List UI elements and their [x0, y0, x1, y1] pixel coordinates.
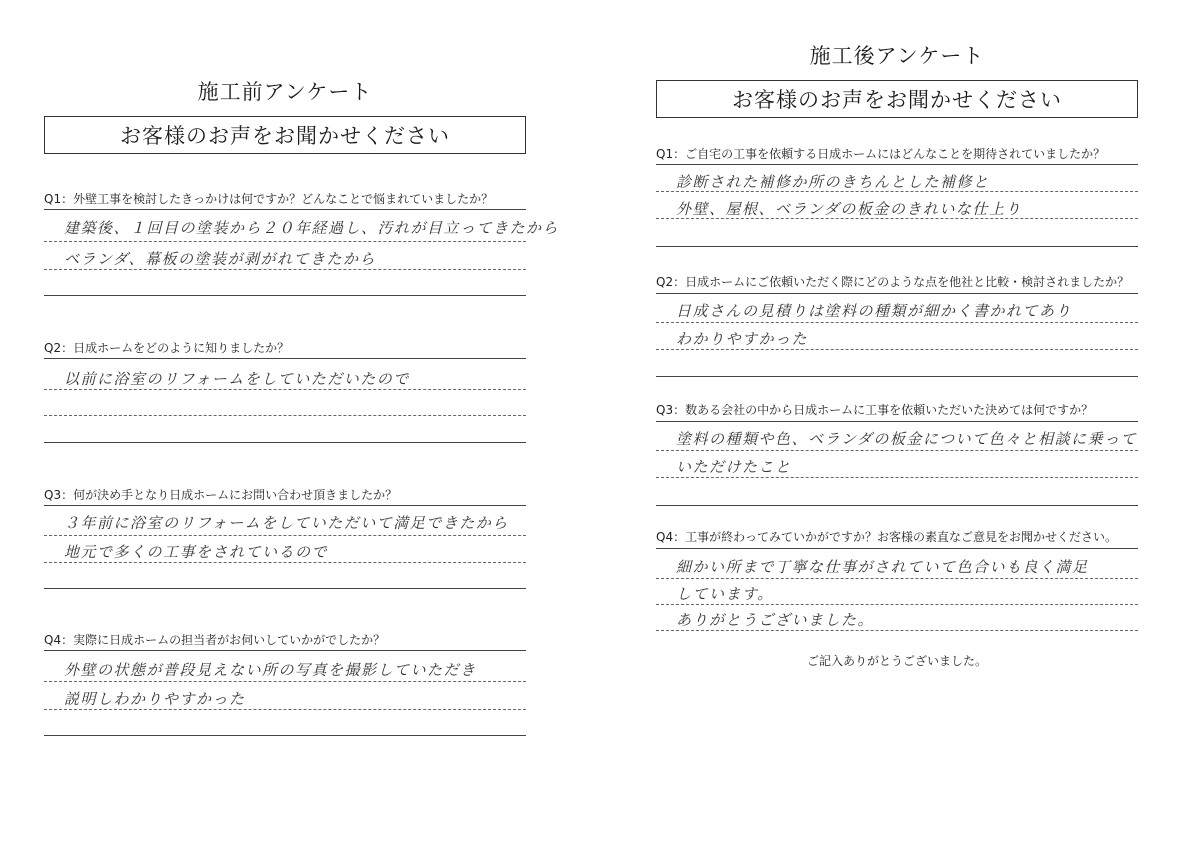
after-q2-question: Q2：日成ホームにご依頼いただく際にどのような点を他社と比較・検討されましたか？ — [656, 275, 1130, 289]
after-q1-question: Q1：ご自宅の工事を依頼する日成ホームにはどんなことを期待されていましたか？ — [656, 147, 1106, 161]
after-survey-banner — [656, 80, 1138, 118]
answer-line — [44, 681, 526, 682]
answer-line — [656, 604, 1138, 605]
after-q2-answer-line1: 日成さんの見積りは塗料の種類が細かく書かれてあり — [676, 302, 1073, 320]
answer-line — [656, 218, 1138, 219]
answer-line — [656, 191, 1138, 192]
before-survey-title: 施工前アンケート — [197, 80, 373, 104]
divider — [656, 164, 1138, 165]
answer-line — [656, 630, 1138, 631]
answer-line — [656, 450, 1138, 451]
answer-line — [44, 535, 526, 536]
before-q1-answer-line2: ベランダ、幕板の塗装が剥がれてきたから — [64, 250, 377, 268]
divider — [656, 293, 1138, 294]
before-q4-question: Q4：実際に日成ホームの担当者がお伺いしていかがでしたか？ — [44, 633, 386, 647]
after-q4-answer-line2: しています。 — [676, 585, 774, 603]
divider — [44, 442, 526, 443]
answer-line — [44, 709, 526, 710]
answer-line — [44, 269, 526, 270]
divider — [656, 246, 1138, 247]
before-q1-question: Q1：外壁工事を検討したきっかけは何ですか？どんなことで悩まれていましたか？ — [44, 192, 494, 206]
after-q1-answer-line1: 診断された補修か所のきちんとした補修と — [676, 173, 990, 191]
answer-line — [44, 389, 526, 390]
answer-line — [656, 322, 1138, 323]
answer-line — [44, 241, 526, 242]
answer-line — [656, 477, 1138, 478]
after-q4-answer-line1: 細かい所まで丁寧な仕事がされていて色合いも良く満足 — [676, 558, 1089, 576]
divider — [44, 209, 526, 210]
answer-line — [44, 415, 526, 416]
after-q3-question: Q3：数ある会社の中から日成ホームに工事を依頼いただいた決めては何ですか？ — [656, 403, 1094, 417]
divider — [44, 735, 526, 736]
before-q4-answer-line1: 外壁の状態が普段見えない所の写真を撮影していただき — [64, 661, 477, 679]
after-q3-answer-line1: 塗料の種類や色、ベランダの板金について色々と相談に乗って — [676, 430, 1138, 448]
before-survey-banner — [44, 116, 526, 154]
before-q3-answer-line1: ３年前に浴室のリフォームをしていただいて満足できたから — [64, 514, 509, 532]
before-q1-answer-line1: 建築後、１回目の塗装から２０年経過し、汚れが目立ってきたから — [64, 219, 560, 237]
after-q4-question: Q4：工事が終わってみていかがですか？お客様の素直なご意見をお聞かせください。 — [656, 530, 1117, 544]
divider — [44, 588, 526, 589]
thanks-message: ご記入ありがとうございました。 — [806, 654, 987, 668]
after-survey-title: 施工後アンケート — [809, 44, 985, 68]
divider — [656, 548, 1138, 549]
after-q1-answer-line2: 外壁、屋根、ベランダの板金のきれいな仕上り — [676, 200, 1022, 218]
before-q2-answer-line1: 以前に浴室のリフォームをしていただいたので — [64, 370, 410, 388]
divider — [44, 295, 526, 296]
after-q2-answer-line2: わかりやすかった — [676, 330, 809, 348]
divider — [656, 505, 1138, 506]
divider — [656, 376, 1138, 377]
before-banner-text: お客様のお声をお聞かせください — [120, 124, 450, 148]
before-q4-answer-line2: 説明しわかりやすかった — [64, 690, 246, 708]
before-q3-answer-line2: 地元で多くの工事をされているので — [64, 543, 329, 561]
answer-line — [656, 578, 1138, 579]
answer-line — [44, 562, 526, 563]
divider — [44, 358, 526, 359]
divider — [44, 650, 526, 651]
after-q4-answer-line3: ありがとうございました。 — [676, 611, 875, 629]
before-q3-question: Q3：何が決め手となり日成ホームにお問い合わせ頂きましたか？ — [44, 488, 398, 502]
after-banner-text: お客様のお声をお聞かせください — [732, 88, 1062, 112]
divider — [44, 505, 526, 506]
before-q2-question: Q2：日成ホームをどのように知りましたか？ — [44, 341, 290, 355]
after-q3-answer-line2: いただけたこと — [676, 458, 792, 476]
answer-line — [656, 349, 1138, 350]
divider — [656, 421, 1138, 422]
